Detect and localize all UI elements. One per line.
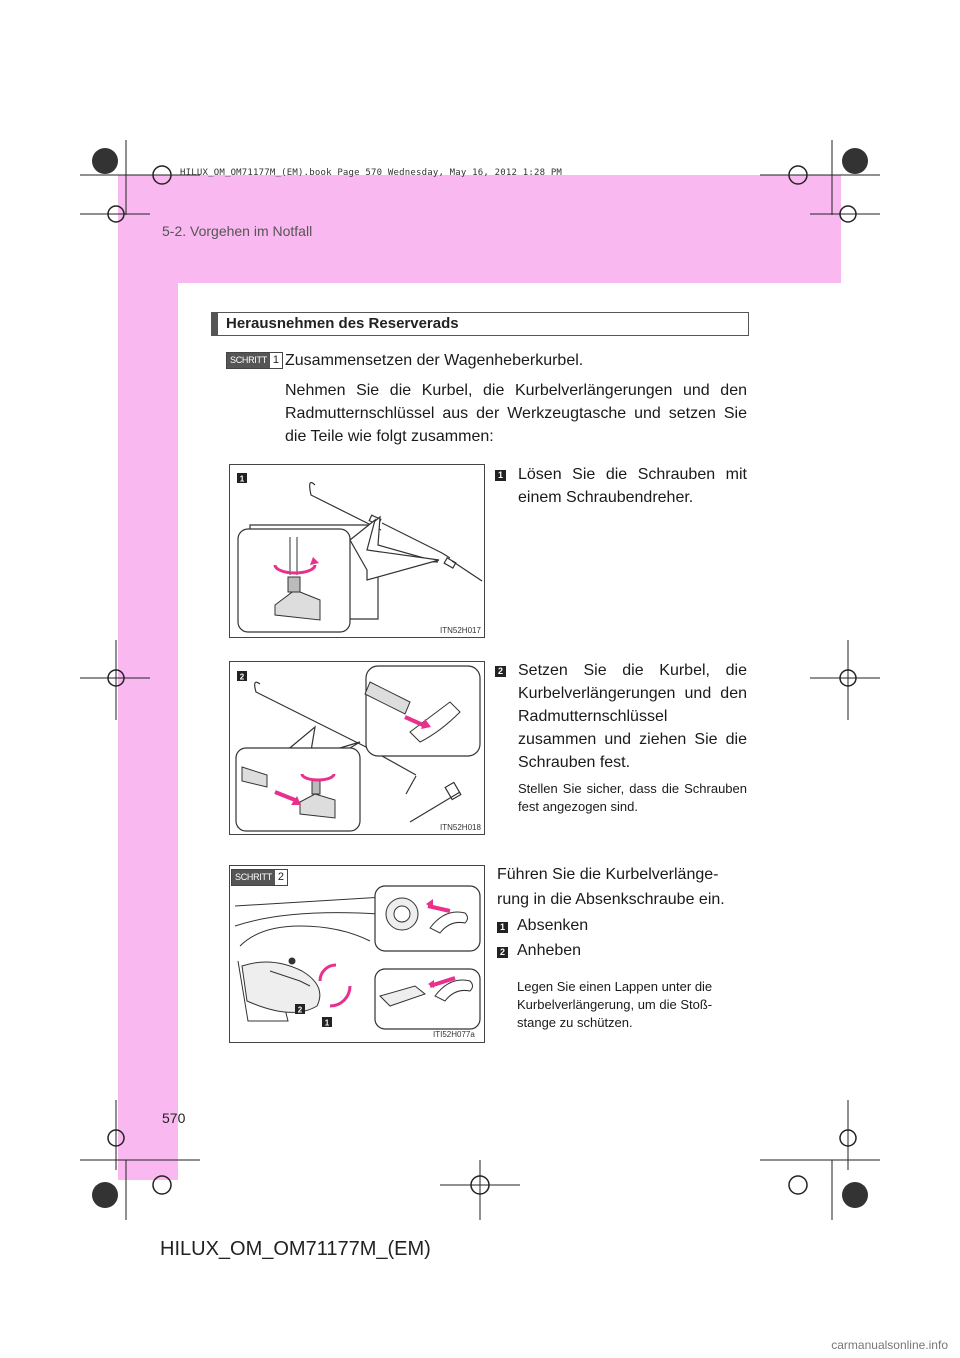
step2-item-2-marker: 2 [497, 947, 508, 958]
step-badge-number: 2 [275, 870, 287, 885]
watermark: carmanualsonline.info [831, 1338, 948, 1352]
figure-3-illustration [230, 866, 484, 1042]
figure-3 [229, 865, 485, 1043]
print-info: HILUX_OM_OM71177M_(EM).book Page 570 Wednesday, May 16, 2012 1:28 PM [180, 168, 563, 178]
step-badge-label: SCHRITT [232, 870, 275, 885]
figure-2-illustration [230, 662, 484, 834]
step2-badge [231, 869, 288, 886]
item-1-text: Lösen Sie die Schrauben mit einem Schraubendreher. [518, 466, 747, 506]
step1-title: Zusammensetzen der Wagenheberkurbel. [285, 352, 584, 369]
item-2-marker: 2 [495, 666, 506, 677]
figure-1-illustration [230, 465, 484, 637]
step2-note: Legen Sie einen Lappen unter die Kurbelverlängerung, um die Stoß-stange zu schützen. [517, 979, 713, 1030]
section-heading: Herausnehmen des Reserverads [226, 315, 459, 332]
figure-3-code: ITI52H077a [433, 1030, 475, 1039]
step2-item-2-text: Anheben [517, 942, 582, 959]
svg-text:2: 2 [239, 672, 245, 682]
section-heading-bar [211, 312, 218, 336]
footer-doc-id: HILUX_OM_OM71177M_(EM) [160, 1238, 431, 1260]
step2-text: Führen Sie die Kurbelverlänge-rung in die Absenkschraube ein. [497, 866, 725, 908]
item-2-note: Stellen Sie sicher, dass die Schrauben fest angezogen sind. [518, 781, 747, 814]
item-1-marker: 1 [495, 470, 506, 481]
svg-text:1: 1 [239, 474, 245, 484]
item-2-text: Setzen Sie die Kurbel, die Kurbelverlängerungen und den Radmutternschlüssel zusammen und ziehen Sie die Schrauben fest. [518, 662, 747, 771]
step-badge-label: SCHRITT [227, 353, 270, 368]
figure-1-code: ITN52H017 [440, 626, 481, 635]
figure-2 [229, 661, 485, 835]
svg-text:1: 1 [324, 1018, 330, 1028]
step-badge-number: 1 [270, 353, 282, 368]
step2-item-1-text: Absenken [517, 917, 589, 934]
step1-body: Nehmen Sie die Kurbel, die Kurbelverlängerungen und den Radmutternschlüssel aus der Werkzeugtasche und setzen Sie die Teile wie folgt zusammen: [285, 382, 747, 445]
section-label: 5-2. Vorgehen im Notfall [162, 223, 313, 239]
svg-text:2: 2 [297, 1005, 303, 1015]
page-number: 570 [162, 1110, 186, 1126]
step2-item-1-marker: 1 [497, 922, 508, 933]
figure-2-code: ITN52H018 [440, 823, 481, 832]
figure-1 [229, 464, 485, 638]
step1-badge [226, 352, 283, 369]
